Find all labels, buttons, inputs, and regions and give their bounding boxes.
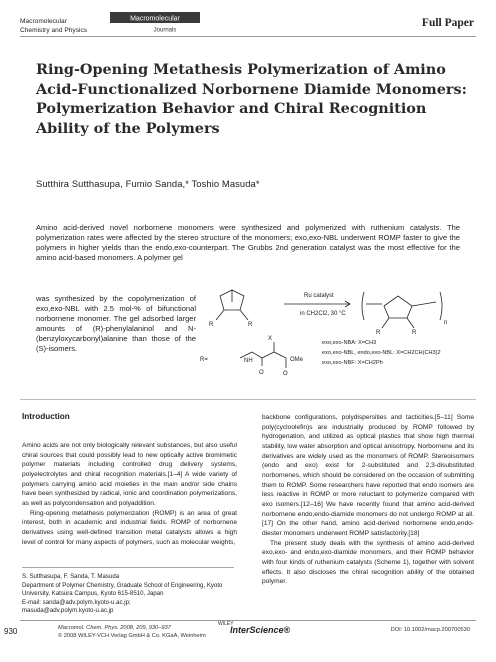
scheme-ome: OMe: [290, 357, 304, 363]
doi-text: DOI: 10.1002/macp.200700530: [390, 627, 470, 633]
abstract-text: Amino acid-derived novel norbornene monomers were synthesized and polymerized with ruthenium catalysts. The polymerization rates were affected by the stereo structure of the monomers; exo,exo-NBL underwent ROMP faster to give the polymers in higher yields than the endo,exo-counterpart. The Grubbs 2nd generation catalyst was the most effective for the amino acid-based monomers. A polymer gel: [36, 223, 460, 263]
scheme-catalyst: Ru catalyst: [304, 293, 334, 299]
journal-logo: [110, 12, 200, 36]
journal-name: Macromolecular Chemistry and Physics: [20, 18, 88, 34]
affiliation-line: S. Sutthasupa, F. Sanda, T. Masuda: [22, 573, 120, 580]
abstract-divider: [20, 399, 476, 400]
section-heading-introduction: Introduction: [22, 412, 70, 421]
scheme-polymer-r-right: R: [412, 330, 417, 336]
scheme-nh: NH: [244, 358, 253, 364]
paper-title: Ring-Opening Metathesis Polymerization of Amino Acid-Functionalized Norbornene Diamide Monomers: Polymerization Behavior and Chiral Recognition Ability of the Polymers: [36, 61, 467, 137]
citation-footer: Macromol. Chem. Phys. 2008, 209, 930–937 © 2008 WILEY-VCH Verlag GmbH & Co. KGaA, Weinheim: [58, 625, 206, 639]
paragraph: Amino acids are not only biologically relevant substances, but also useful chiral sources that could possibly lead to new optically active biomimetic polymer materials including controlled drug delivery systems, polyelectrolytes and chiral recognition materials.[1–4] A wide variety of polymers carrying amino acid moieties in the main and/or side chains have been synthesized by radical, ionic and coordination polymerizations, as well as polycondensation and polyaddition.: [22, 442, 237, 507]
reaction-scheme: [200, 282, 472, 392]
page-number: 930: [4, 627, 18, 636]
affiliation-divider: [22, 567, 234, 568]
logo-bottom-text: Journals: [153, 27, 177, 34]
scheme-r-right: R: [248, 322, 253, 328]
author-list: Sutthira Sutthasupa, Fumio Sanda,* Toshio Masuda*: [36, 178, 260, 189]
scheme-o1: O: [259, 370, 264, 376]
scheme-n: n: [444, 320, 448, 326]
section-label: Full Paper: [421, 17, 474, 29]
right-column: [262, 413, 474, 587]
footer-divider: [20, 620, 476, 621]
affiliation-block: [22, 573, 237, 616]
affiliation-email: masuda@adv.polym.kyoto-u.ac.jp: [22, 607, 114, 615]
interscience-logo: InterScience®: [230, 625, 291, 635]
left-column: [22, 441, 237, 547]
abstract-text-continued: was synthesized by the copolymerization of exo,exo-NBL with 2.5 mol-% of bifunctional norbornene monomer. The gel adsorbed larger amounts of (R)-phenylalaninol and N-(benzyloxycarbonyl)alanine than those of the (S)-isomers.: [36, 294, 196, 354]
wiley-label: WILEY: [218, 621, 234, 627]
affiliation-line: Department of Polymer Chemistry, Graduate School of Engineering, Kyoto University, Katsura Campus, Kyoto 615-8510, Japan: [22, 581, 223, 598]
header-divider: [20, 36, 476, 37]
scheme-legend-1: exo,exo-NBA: X=CH3: [322, 340, 377, 346]
scheme-x: X: [268, 336, 273, 342]
scheme-o2: O: [283, 371, 288, 377]
scheme-r-left: R: [209, 322, 214, 328]
logo-top-text: Macromolecular: [130, 15, 180, 23]
scheme-legend-3: exo,exo-NBF: X=CH2Ph: [322, 360, 383, 366]
scheme-r-eq: R=: [200, 357, 208, 363]
paragraph: Ring-opening metathesis polymerization (ROMP) is an area of great interest, both in academic and industrial fields. ROMP of norbornene derivatives using well-defined transition metal catalysts allows a high level of control for many aspects of polymers, such as molecular weights,: [22, 509, 237, 546]
scheme-conditions: in CH2Cl2, 30 °C: [300, 311, 346, 317]
scheme-legend-2: exo,exo-NBL, endo,exo-NBL: X=CH2CH(CH3)2: [322, 350, 441, 356]
paragraph: backbone configurations, polydispersities and tacticities.[5–11] Some poly(cycloolefin)s are industrially produced by ROMP followed by hydrogenation, and utilized as optical plastics that show high thermal stability, low water absorption and optical anisotropy. Norbornene and its derivatives are widely used as the monomers of ROMP. Stereoisomers (endo and exo) exist for 2-substituted and 2,3-disubstituted norbornenes, which should be considered on the occasion of submitting them to ROMP. Some researchers have reported that endo isomers are less reactive in ROMP or more reluctant to polymerize compared with exo isomers.[12–16] We have recently found that amino acid-derived norbornene endo,endo-diamide monomers do not undergo ROMP at all.[17] On the other hand, amino acid-derived norbornene endo,endo-diester monomers underwent ROMP satisfactorily.[18]: [262, 414, 474, 537]
paragraph: The present study deals with the synthesis of amino acid-derived exo,exo- and endo,exo-diamide monomers, and their ROMP behavior with four kinds of ruthenium catalysts (Scheme 1), together with solvent effects. It also discloses the chiral recognition ability of the obtained polymer.: [262, 539, 474, 586]
affiliation-email: E-mail: sanda@adv.polym.kyoto-u.ac.jp;: [22, 598, 131, 606]
scheme-polymer-r-left: R: [376, 330, 381, 336]
